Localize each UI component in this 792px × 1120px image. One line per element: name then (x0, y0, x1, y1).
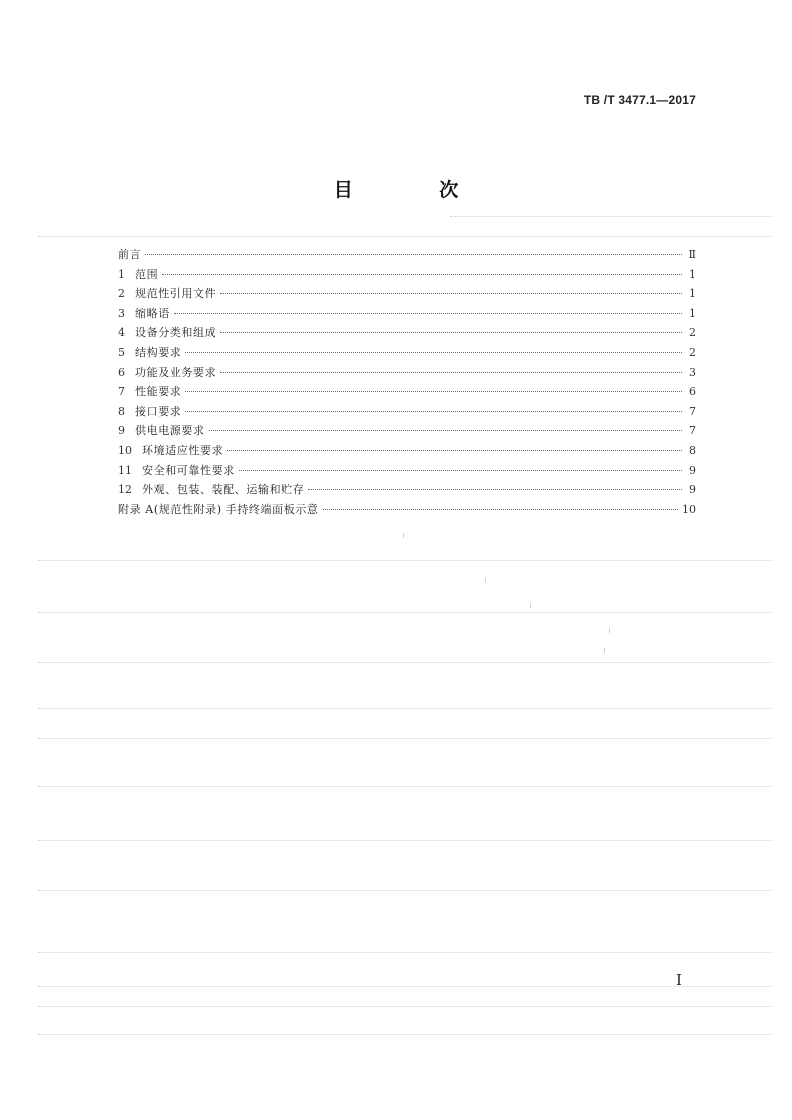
scan-dotted-rule (38, 786, 772, 787)
toc-entry[interactable] (118, 304, 696, 324)
toc-entry-number: 11 (118, 463, 132, 477)
toc-list (118, 245, 696, 519)
toc-entry-number: 7 (118, 385, 125, 399)
toc-dot-leader (323, 509, 678, 510)
toc-entry-number: 9 (118, 424, 125, 438)
scan-dotted-rule (38, 560, 772, 561)
toc-dot-leader (185, 411, 682, 412)
toc-entry-page: 2 (689, 345, 696, 359)
scan-speck (530, 603, 531, 608)
toc-entry-page: Ⅱ (688, 248, 696, 261)
scan-dotted-rule (38, 986, 772, 987)
toc-entry-title: 外观、包装、装配、运输和贮存 (142, 483, 305, 497)
toc-entry-number: 3 (118, 306, 125, 320)
scan-dotted-rule (38, 236, 772, 237)
scan-dotted-rule (38, 738, 772, 739)
toc-entry-page: 9 (689, 483, 696, 497)
toc-entry[interactable] (118, 245, 696, 265)
toc-entry[interactable] (118, 265, 696, 285)
toc-dot-leader (145, 254, 682, 255)
scan-dotted-rule (38, 708, 772, 709)
page-number: I (676, 971, 682, 989)
toc-entry[interactable] (118, 480, 696, 500)
toc-entry-title: 结构要求 (135, 345, 182, 359)
toc-entry-title: 附录 A(规范性附录) 手持终端面板示意 (118, 502, 319, 516)
toc-dot-leader (220, 293, 682, 294)
toc-entry[interactable] (118, 441, 696, 461)
toc-entry-number: 10 (118, 443, 132, 457)
toc-dot-leader (162, 274, 682, 275)
toc-entry-number: 12 (118, 483, 132, 497)
toc-entry-number: 8 (118, 404, 125, 418)
scan-dotted-rule (38, 662, 772, 663)
toc-dot-leader (220, 372, 682, 373)
scan-dotted-rule (38, 1006, 772, 1007)
toc-entry-page: 1 (689, 287, 696, 301)
toc-entry[interactable] (118, 363, 696, 383)
toc-entry-number: 6 (118, 365, 125, 379)
toc-entry-title: 缩略语 (135, 306, 170, 320)
toc-entry-page: 8 (689, 443, 696, 457)
standard-number: TB /T 3477.1—2017 (583, 93, 696, 107)
scan-dotted-rule (38, 612, 772, 613)
toc-dot-leader (239, 470, 682, 471)
toc-entry[interactable] (118, 500, 696, 520)
toc-entry[interactable] (118, 461, 696, 481)
toc-entry[interactable] (118, 421, 696, 441)
scan-speck (403, 533, 404, 538)
toc-entry-title: 功能及业务要求 (135, 365, 217, 379)
toc-entry-title: 供电电源要求 (135, 424, 205, 438)
toc-entry[interactable] (118, 343, 696, 363)
toc-entry[interactable] (118, 402, 696, 422)
toc-dot-leader (220, 332, 682, 333)
toc-entry-page: 1 (689, 267, 696, 281)
toc-entry-page: 9 (689, 463, 696, 477)
toc-entry-number: 2 (118, 287, 125, 301)
toc-entry-page: 3 (689, 365, 696, 379)
toc-entry-page: 1 (689, 306, 696, 320)
toc-entry-title: 性能要求 (135, 385, 182, 399)
toc-dot-leader (174, 313, 682, 314)
toc-entry-page: 7 (689, 404, 696, 418)
scan-dotted-rule (38, 952, 772, 953)
toc-entry-page: 6 (689, 385, 696, 399)
toc-entry-title: 规范性引用文件 (135, 287, 217, 301)
toc-dot-leader (185, 391, 682, 392)
toc-entry-title: 安全和可靠性要求 (142, 463, 235, 477)
toc-entry-title: 环境适应性要求 (142, 443, 224, 457)
toc-entry[interactable] (118, 284, 696, 304)
toc-title: 目 次 (333, 179, 499, 201)
toc-entry-page: 2 (689, 326, 696, 340)
toc-entry-title: 设备分类和组成 (135, 326, 217, 340)
toc-entry[interactable] (118, 323, 696, 343)
toc-entry-title: 接口要求 (135, 404, 182, 418)
toc-entry-number: 5 (118, 345, 125, 359)
toc-entry-page: 7 (689, 424, 696, 438)
scan-speck (485, 578, 486, 583)
toc-entry-title: 前言 (118, 248, 142, 261)
toc-dot-leader (227, 450, 682, 451)
scan-speck (609, 628, 610, 633)
toc-entry-number: 4 (118, 326, 125, 340)
scan-dotted-rule (38, 840, 772, 841)
scan-dotted-rule (38, 1034, 772, 1035)
toc-entry-number: 1 (118, 267, 125, 281)
scan-dotted-rule (450, 216, 772, 217)
scan-dotted-rule (38, 890, 772, 891)
toc-entry[interactable] (118, 382, 696, 402)
toc-entry-title: 范围 (135, 267, 159, 281)
toc-dot-leader (185, 352, 682, 353)
toc-dot-leader (209, 430, 682, 431)
toc-dot-leader (308, 489, 682, 490)
toc-entry-page: 10 (682, 502, 696, 516)
scan-speck (604, 648, 605, 653)
